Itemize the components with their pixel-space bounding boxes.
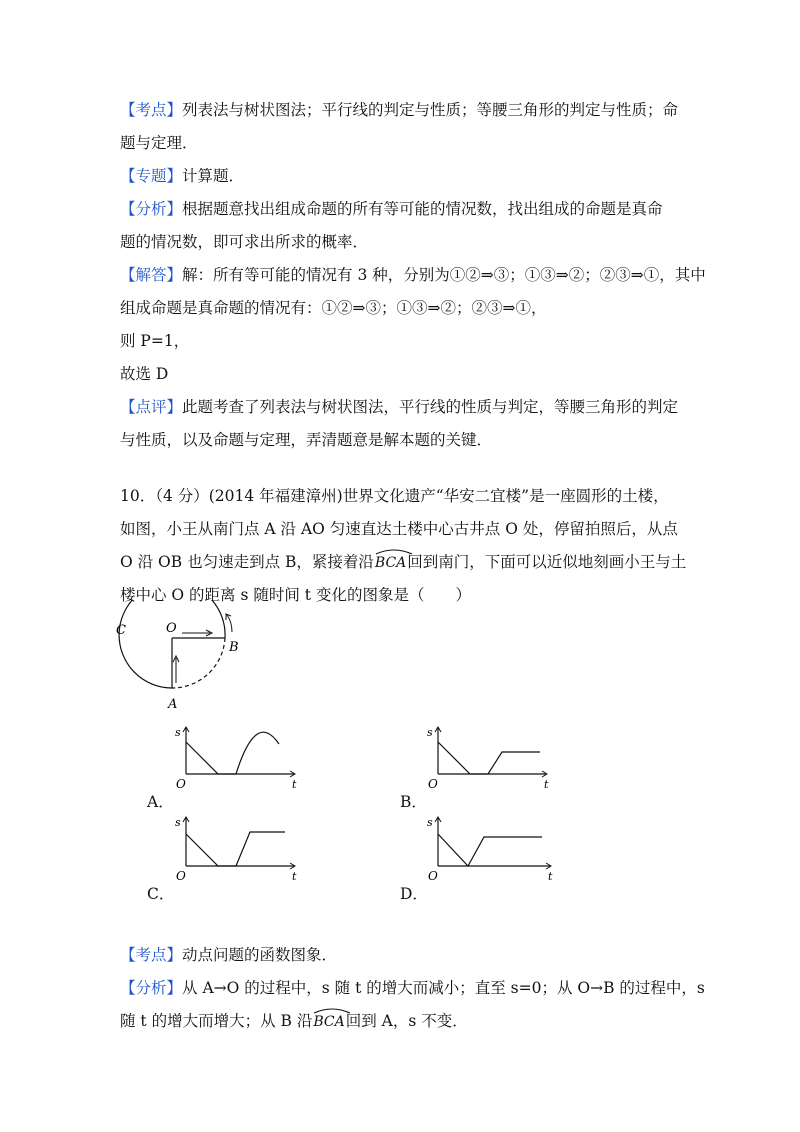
kaodian-line-1 [120,100,678,120]
dianping-line-2: 与性质，以及命题与定理，弄清题意是解本题的关键． [120,431,493,449]
option-d-graph [422,815,557,883]
label-a: A [168,697,178,712]
option-d-letter: D． [400,885,428,903]
answer-fenxi-line-2: 随 t 的增大而增大；从 B 沿 BCA回到 A，s 不变． [120,1011,468,1032]
arc-mark-icon [312,1006,352,1014]
option-a-curve [186,732,279,774]
svg-text:t: t [544,778,549,790]
svg-text:O: O [428,869,438,883]
answer-fenxi-line-1 [120,978,705,998]
dianping-line-1 [120,397,678,417]
answer-kaodian-line [120,945,337,965]
answer-fenxi-text: 从 A→O 的过程中，s 随 t 的增大而减小；直至 s=0；从 O→B 的过程中，s [182,979,705,997]
fenxi-text: 根据题意找出组成命题的所有等可能的情况数，找出组成的命题是真命 [182,200,663,218]
jieda-line-3: 则 P=1， [120,332,190,350]
label-o: O [166,621,177,636]
zhuanti-tag: 【专题】 [120,167,183,185]
option-a-graph [170,725,300,790]
dianping-text: 此题考查了列表法与树状图法，平行线的性质与判定，等腰三角形的判定 [182,398,679,416]
label-b: B [229,640,239,655]
arc-mark-icon [374,547,414,555]
svg-text:t: t [548,870,553,883]
fenxi-line-1 [120,199,663,219]
arrow-arc [227,615,232,632]
zhuanti-line [120,166,244,186]
svg-text:s: s [175,816,181,829]
option-c-graph [170,815,300,883]
question-line-4: 楼中心 O 的距离 s 随时间 t 变化的图象是（ ） [120,586,471,604]
jieda-line-4: 故选 D [120,365,169,383]
jieda-line-1 [120,265,706,285]
circle-dashed-arc [172,638,225,688]
svg-text:s: s [427,816,433,829]
kaodian-tag: 【考点】 [120,101,183,119]
svg-text:O: O [176,777,186,790]
question-line-2: 如图，小王从南门点 A 沿 AO 匀速直达土楼中心古井点 O 处，停留拍照后，从点 [120,520,678,538]
fenxi-line-2: 题的情况数，即可求出所求的概率． [120,233,369,251]
question-line-1: 10．（4 分）(2014 年福建漳州)世界文化遗产“华安二宜楼”是一座圆形的土楼， [120,487,669,505]
option-a-letter: A． [147,793,174,811]
fenxi-tag: 【分析】 [120,200,183,218]
arc-bca-label: BCA [374,553,407,573]
option-c-letter: C． [147,885,175,903]
jieda-line-2: 组成命题是真命题的情况有：①②⇒③；①③⇒②；②③⇒①， [120,299,547,317]
svg-text:t: t [292,778,297,790]
option-b-curve [438,742,540,774]
answer-kaodian-text: 动点问题的函数图象． [182,946,338,964]
answer-kaodian-tag: 【考点】 [120,946,183,964]
tulou-figure [110,600,260,715]
option-b-letter: B． [400,793,427,811]
kaodian-text: 列表法与树状图法；平行线的判定与性质；等腰三角形的判定与性质；命 [182,101,679,119]
question-line-3: O 沿 OB 也匀速走到点 B，紧接着沿 BCA回到南门，下面可以近似地刻画小王与土 [120,552,686,573]
answer-arc-bca-label: BCA [312,1012,345,1032]
option-d-curve [438,834,542,866]
dianping-tag: 【点评】 [120,398,183,416]
jieda-tag: 【解答】 [120,266,183,284]
label-c: C [116,623,126,638]
zhuanti-text: 计算题． [182,167,245,185]
svg-text:s: s [175,726,181,739]
jieda-text: 解：所有等可能的情况有 3 种，分别为①②⇒③；①③⇒②；②③⇒①，其中 [182,266,706,284]
svg-text:s: s [427,726,433,739]
svg-text:t: t [292,870,297,883]
option-b-graph [422,725,552,790]
svg-text:O: O [176,869,186,883]
svg-text:O: O [428,777,438,790]
kaodian-line-2: 题与定理． [120,134,198,152]
answer-fenxi-tag: 【分析】 [120,979,183,997]
option-c-curve [186,832,285,866]
